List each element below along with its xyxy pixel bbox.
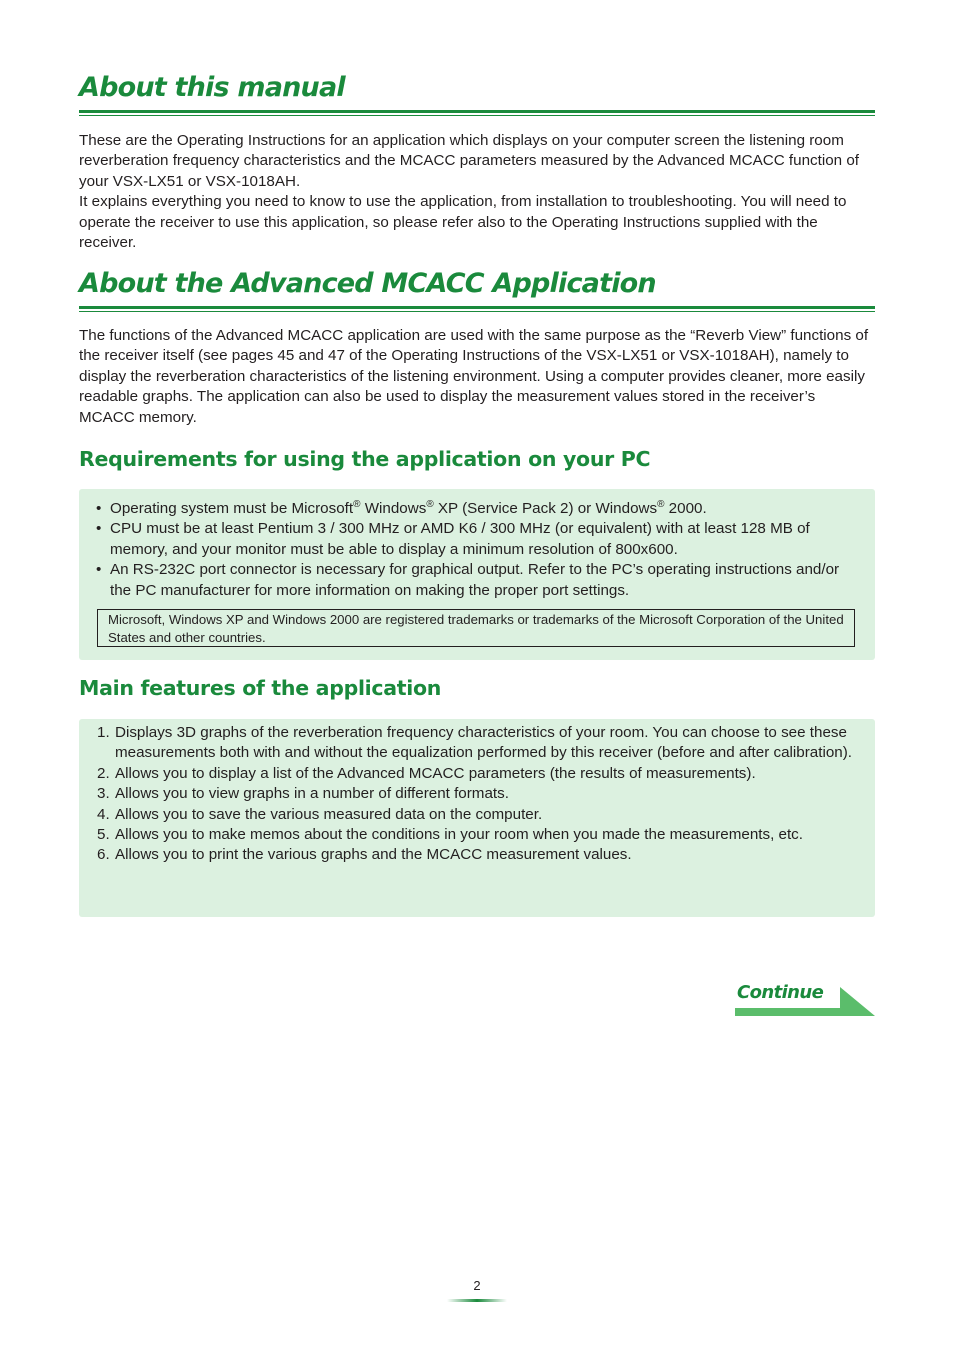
- feature-text: Allows you to print the various graphs and the MCACC measurement values.: [115, 846, 632, 864]
- text: Operating system must be Microsoft: [110, 500, 354, 517]
- paragraph: The functions of the Advanced MCACC application are used with the same purpose as the “Reverb View” functions of the receiver itself (see pages 45 and 47 of the Operating Instructions of the VSX-LX51 or VSX-1018AH), namely to display the reverberation characteristics of the listening environment. Using a computer provides cleaner, more easily readable graphs. The application can also be used to display the measurement values stored in the receiver’s MCACC memory.: [79, 327, 869, 426]
- feature-item: [97, 723, 859, 764]
- list-item: [96, 499, 861, 519]
- paragraph: It explains everything you need to know to use the application, from installation to troubleshooting. You will need to operate the receiver to use this application, so please refer also to the Operating Instructions supplied with the receiver.: [79, 193, 847, 252]
- section-divider: [79, 306, 875, 312]
- about-manual-text: [79, 131, 879, 253]
- advanced-mcacc-text: [79, 326, 875, 428]
- feature-item: [97, 825, 859, 845]
- feature-number: 4.: [97, 805, 110, 823]
- list-item: [96, 519, 861, 560]
- continue-indicator: [735, 981, 875, 1017]
- continue-arrow-icon: [735, 981, 875, 1017]
- paragraph: These are the Operating Instructions for an application which displays on your computer screen the listening room reverberation frequency characteristics and the MCACC parameters measured by the Advanced MCACC function of your VSX-LX51 or VSX-1018AH.: [79, 132, 859, 190]
- section-title-about-manual: About this manual: [79, 72, 345, 103]
- feature-number: 6.: [97, 846, 110, 864]
- feature-number: 2.: [97, 764, 110, 782]
- feature-number: 1.: [97, 724, 110, 741]
- page-number-underline: [447, 1298, 507, 1304]
- page-number: 2: [473, 1278, 481, 1293]
- text: 2000.: [664, 500, 707, 517]
- continue-label: Continue: [737, 982, 824, 1003]
- feature-number: 5.: [97, 826, 110, 844]
- feature-item: [97, 784, 859, 804]
- section-title-advanced-mcacc: About the Advanced MCACC Application: [79, 268, 656, 299]
- trademark-note: Microsoft, Windows XP and Windows 2000 are registered trademarks or trademarks of the Microsoft Corporation of the United States and other countries.: [97, 609, 855, 647]
- bullet: •: [96, 500, 102, 517]
- section-divider: [79, 110, 875, 116]
- text: XP (Service Pack 2) or Windows: [433, 500, 658, 517]
- bullet: •: [96, 561, 102, 579]
- features-box: [79, 719, 875, 917]
- feature-text: Allows you to save the various measured data on the computer.: [115, 805, 543, 823]
- requirements-list: [96, 499, 861, 601]
- text: Windows: [360, 500, 427, 517]
- feature-number: 3.: [97, 785, 110, 803]
- feature-item: [97, 845, 859, 865]
- text: CPU must be at least Pentium 3 / 300 MHz or AMD K6 / 300 MHz (or equivalent) with at least 128 MB of memory, and your monitor must be able to display a minimum resolution of 800x600.: [110, 520, 810, 558]
- features-list: [97, 723, 859, 866]
- feature-text: Allows you to display a list of the Advanced MCACC parameters (the results of measurements).: [115, 764, 756, 782]
- requirements-heading: Requirements for using the application on your PC: [79, 447, 651, 471]
- registered-mark: ®: [426, 499, 434, 510]
- registered-mark: ®: [353, 499, 361, 510]
- feature-item: [97, 805, 859, 825]
- bullet: •: [96, 520, 102, 538]
- registered-mark: ®: [657, 499, 665, 510]
- feature-text: Allows you to make memos about the conditions in your room when you made the measurements, etc.: [115, 826, 803, 844]
- list-item: [96, 560, 861, 601]
- text: An RS-232C port connector is necessary for graphical output. Refer to the PC’s operating instructions and/or the PC manufacturer for more information on making the proper port settings.: [110, 561, 840, 599]
- feature-item: [97, 764, 859, 784]
- feature-text: Allows you to view graphs in a number of different formats.: [115, 785, 509, 803]
- feature-text: Displays 3D graphs of the reverberation frequency characteristics of your room. You can choose to see these measurements both with and without the equalization performed by this receiver (before and after calibration).: [115, 724, 852, 762]
- requirements-box: [79, 489, 875, 660]
- features-heading: Main features of the application: [79, 676, 442, 700]
